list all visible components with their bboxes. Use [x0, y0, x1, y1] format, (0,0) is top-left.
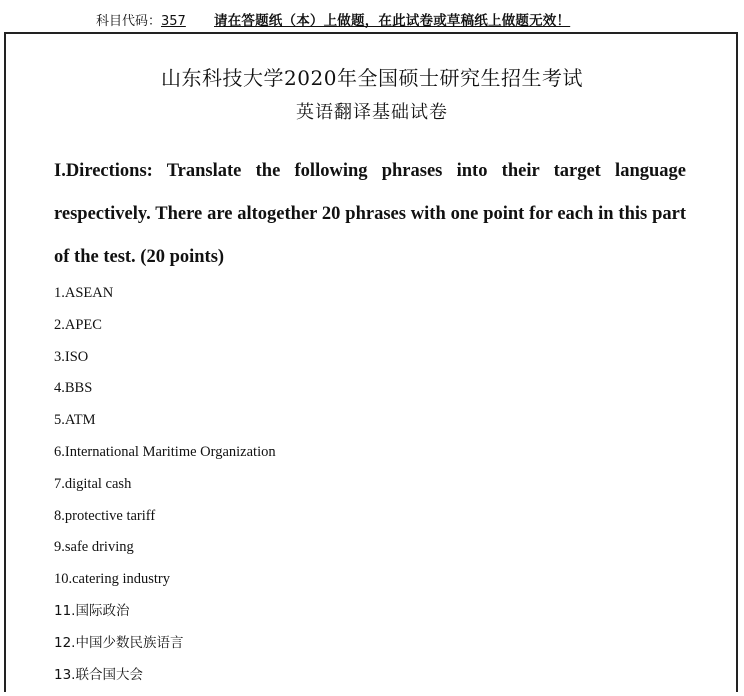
list-item: 1.ASEAN — [54, 285, 114, 301]
list-item: 12.中国少数民族语言 — [54, 634, 184, 651]
exam-subtitle: 英语翻译基础试卷 — [296, 102, 448, 123]
list-item: 3.ISO — [54, 348, 89, 365]
exam-title: 山东科技大学2020年全国硕士研究生招生考试 — [161, 66, 583, 90]
subject-code-label: 科目代码： — [96, 14, 162, 29]
subject-code-value: 357 — [161, 14, 186, 29]
list-item: 11.国际政治 — [54, 602, 130, 619]
section-directions — [54, 150, 686, 279]
answer-sheet-notice: 请在答题纸（本）上做题，在此试卷或草稿纸上做题无效！ — [214, 13, 571, 29]
page-header — [0, 0, 744, 30]
list-item: 9.safe driving — [54, 539, 134, 556]
list-item: 7.digital cash — [54, 475, 132, 492]
list-item: 5.ATM — [54, 412, 96, 429]
list-item: 4.BBS — [54, 380, 93, 397]
list-item: 8.protective tariff — [54, 507, 156, 524]
list-item: 13.联合国大会 — [54, 666, 143, 683]
list-item: 10.catering industry — [54, 571, 170, 588]
directions-text: I.Directions: Translate the following phrases into their target language respectively. There are altogether 20 phrases with one point for each in this part of the test. (20 points) — [54, 161, 686, 267]
list-item: 6.International Maritime Organization — [54, 443, 276, 460]
subject-code — [96, 10, 186, 29]
phrase-list — [54, 283, 694, 696]
list-item: 2.APEC — [54, 316, 102, 333]
